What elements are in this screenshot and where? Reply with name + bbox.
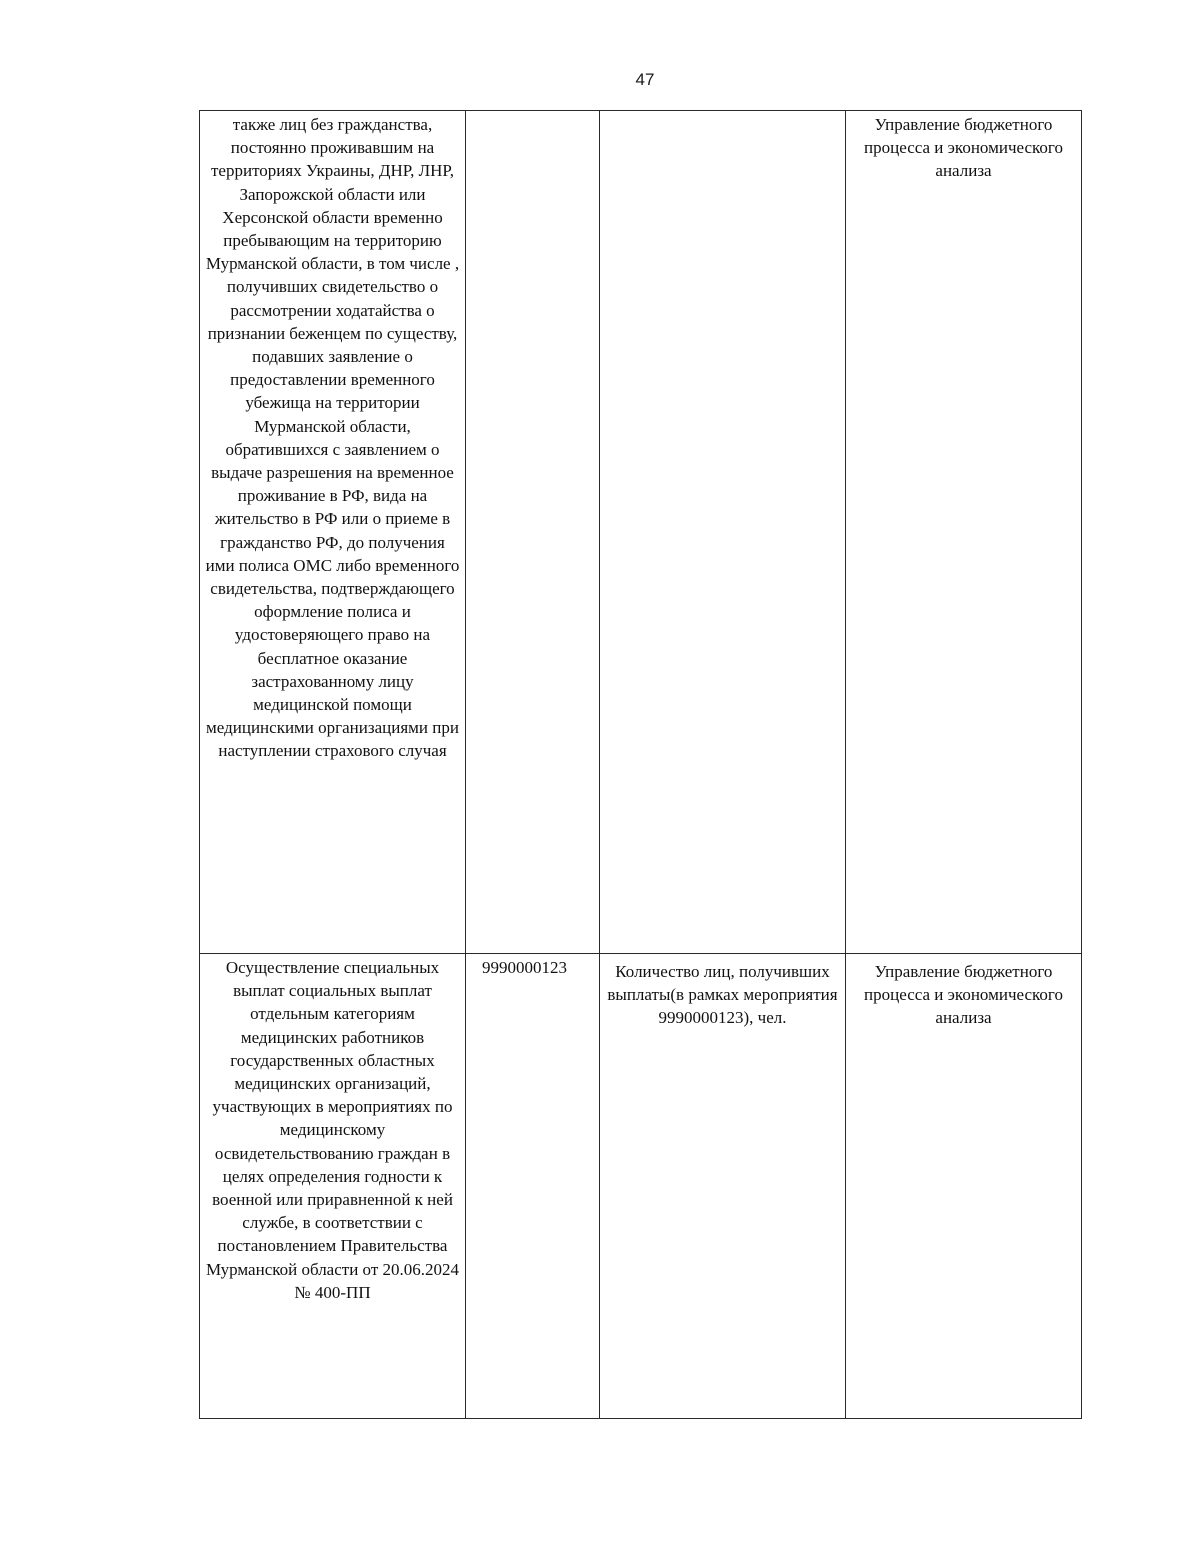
responsible-cell (846, 111, 1082, 954)
responsible-unit: Управление бюджетного процесса и экономического анализа (864, 962, 1063, 1028)
table-row (200, 111, 1082, 954)
table-row (200, 954, 1082, 1419)
measure-description-cell (200, 111, 466, 954)
budget-code-cell (466, 954, 600, 1419)
measures-table (199, 110, 1082, 1419)
measure-description: также лиц без гражданства, постоянно проживавшим на территориях Украины, ДНР, ЛНР, Запорожской области или Херсонской области временно пребывающим на территорию Мурманской области, в том числе , получивших свидетельство о рассмотрении ходатайства о признании беженцем по существу, подавших заявление о предоставлении временного убежища на территории Мурманской области, обратившихся с заявлением о выдаче разрешения на временное проживание в РФ, вида на жительство в РФ или о приеме в гражданство РФ, до получения ими полиса ОМС либо временного свидетельства, подтверждающего оформление полиса и удостоверяющего право на бесплатное оказание застрахованному лицу медицинской помощи медицинскими организациями при наступлении страхового случая (205, 115, 460, 761)
responsible-unit: Управление бюджетного процесса и экономического анализа (864, 115, 1063, 181)
budget-code-cell (466, 111, 600, 954)
measure-description: Осуществление специальных выплат социальных выплат отдельным категориям медицинских работников государственных областных медицинских организаций, участвующих в мероприятиях по медицинскому освидетельствованию граждан в целях определения годности к военной или приравненной к ней службе, в соответствии с постановлением Правительства Мурманской области от 20.06.2024 № 400-ПП (205, 958, 460, 1302)
indicator-text: Количество лиц, получивших выплаты(в рамках мероприятия 9990000123), чел. (607, 962, 838, 1028)
responsible-cell (846, 954, 1082, 1419)
indicator-cell (600, 111, 846, 954)
page-number: 47 (635, 70, 655, 89)
measure-description-cell (200, 954, 466, 1419)
indicator-cell (600, 954, 846, 1419)
budget-code: 9990000123 (482, 958, 567, 977)
